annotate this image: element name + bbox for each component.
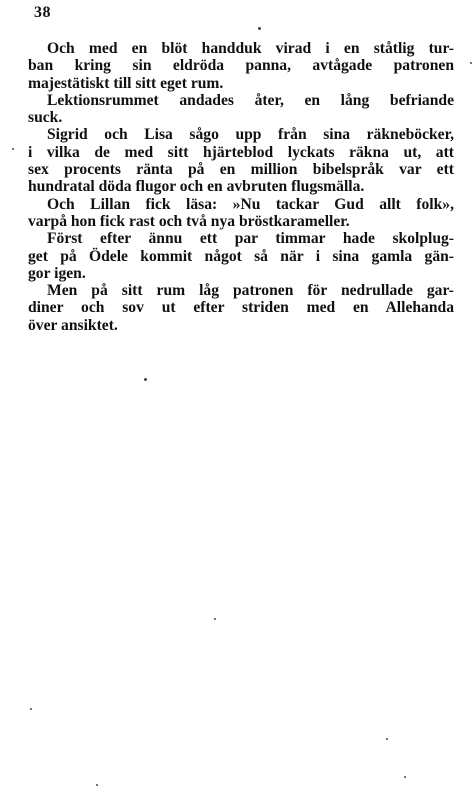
text-line: över ansiktet. (28, 316, 118, 334)
paragraph (28, 40, 454, 92)
text-line: get på Ödele kommit något så när i sina gamla gän- (28, 247, 454, 265)
paragraph (28, 126, 454, 195)
text-line: Först efter ännu ett par timmar hade skolplug- (47, 230, 454, 248)
scan-speck (144, 378, 147, 381)
scan-speck (96, 784, 98, 786)
body-text (28, 40, 454, 334)
scan-speck (404, 776, 406, 778)
text-line: Lektionsrummet andades åter, en lång befriande (47, 91, 454, 109)
text-line: majestätiskt till sitt eget rum. (28, 74, 224, 92)
text-line: i vilka de med sitt hjärteblod lyckats räkna ut, att (28, 143, 454, 161)
scan-speck (258, 27, 261, 30)
paragraph (28, 282, 454, 334)
text-line: gor igen. (28, 264, 86, 282)
scan-speck (12, 148, 14, 150)
paragraph (28, 92, 454, 127)
scan-speck (30, 708, 32, 710)
text-line: Sigrid och Lisa sågo upp från sina räkneböcker, (47, 126, 454, 144)
text-line: sex procents ränta på en million bibelspråk var ett (28, 161, 454, 179)
text-line: Men på sitt rum låg patronen för nedrullade gar- (47, 282, 454, 300)
page-number: 38 (34, 4, 51, 21)
text-line: ban kring sin eldröda panna, avtågade patronen (28, 57, 454, 75)
paragraph (28, 196, 454, 231)
text-line: suck. (28, 109, 63, 127)
text-line: Och Lillan fick läsa: »Nu tackar Gud allt folk», (47, 195, 454, 213)
text-line: diner och sov ut efter striden med en Allehanda (28, 299, 454, 317)
scan-speck (386, 738, 388, 740)
scan-speck (470, 62, 472, 64)
text-line: varpå hon fick rast och två nya bröstkarameller. (28, 212, 350, 230)
scan-speck (214, 618, 216, 620)
text-line: Och med en blöt handduk virad i en ståtlig tur- (47, 40, 454, 57)
text-line: hundratal döda flugor och en avbruten flugsmälla. (28, 178, 365, 196)
paragraph (28, 230, 454, 282)
